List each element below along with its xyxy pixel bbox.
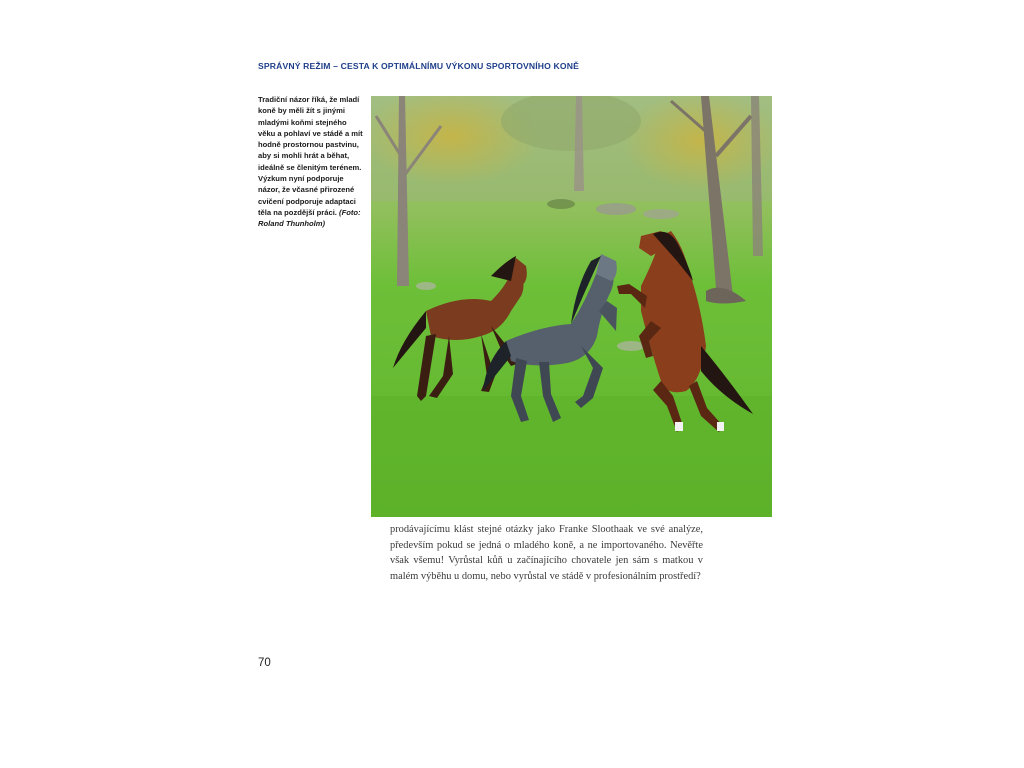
photo-caption (258, 94, 366, 230)
running-head: SPRÁVNÝ REŽIM – CESTA K OPTIMÁLNÍMU VÝKONU SPORTOVNÍHO KONĚ (258, 61, 579, 71)
body-text (390, 522, 703, 584)
page-number: 70 (258, 657, 271, 669)
caption-text: Tradiční názor říká, že mladí koně by měli žít s jinými mladými koňmi stejného věku a pohlaví ve stádě a mít hodně prostornou pastvinu, aby si mohli hrát a běhat, ideálně se členitým terénem. Výzkum nyní podporuje názor, že včasné přirozené cvičení podporuje adaptaci těla na pozdější práci. (258, 95, 363, 217)
photo-credit: (Foto: Roland Thunholm) (258, 207, 361, 229)
body-paragraph: prodávajícímu klást stejné otázky jako Franke Sloothaak ve své analýze, především pokud se jedná o mladého koně, a ne importovaného. Nevěřte však všemu! Vyrůstal kůň u začínajícího chovatele jen sám s matkou v malém výběhu u domu, nebo vyrůstal ve stádě v profesionálním prostředí? (390, 524, 703, 582)
horses-photo (371, 96, 772, 517)
horses-photo-illustration (371, 96, 772, 517)
